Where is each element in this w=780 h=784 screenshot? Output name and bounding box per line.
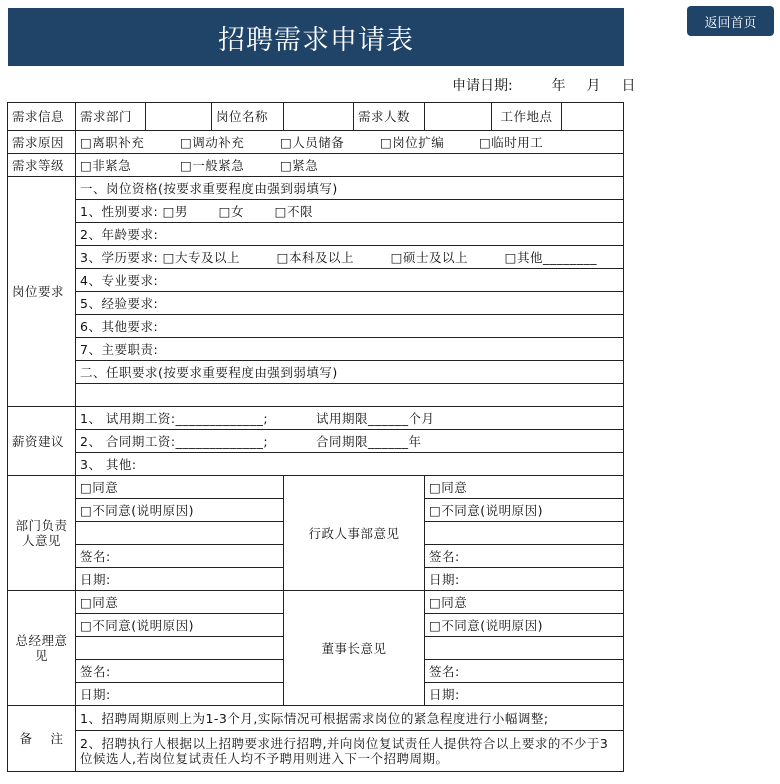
requirements-section2-input[interactable] bbox=[76, 384, 624, 407]
major-requirement[interactable]: 4、专业要求: bbox=[76, 269, 624, 292]
edu-option-master[interactable]: □硕士及以上 bbox=[390, 249, 468, 265]
contract-period: 合同期限______年 bbox=[316, 433, 422, 449]
hr-date[interactable]: 日期: bbox=[425, 568, 624, 591]
reason-option-reserve[interactable]: □人员储备 bbox=[280, 134, 345, 150]
apply-date-label: 申请日期: bbox=[452, 78, 513, 94]
main-duties[interactable]: 7、主要职责: bbox=[76, 338, 624, 361]
gm-disagree[interactable]: □不同意(说明原因) bbox=[76, 614, 284, 637]
row-label-info: 需求信息 bbox=[8, 103, 76, 131]
apply-date-year: 年 bbox=[551, 78, 566, 94]
level-option-urgent[interactable]: □紧急 bbox=[280, 157, 319, 173]
hr-disagree[interactable]: □不同意(说明原因) bbox=[425, 499, 624, 522]
form-title-banner bbox=[8, 8, 624, 66]
note-2: 2、招聘执行人根据以上招聘要求进行招聘,并向岗位复试责任人提供符合以上要求的不少于3位候选人,若岗位复试责任人均不予聘用则进入下一个招聘周期。 bbox=[76, 731, 624, 772]
requirements-section2: 二、任职要求(按要求重要程度由强到弱填写) bbox=[76, 361, 624, 384]
row-label-notes: 备 注 bbox=[8, 706, 76, 772]
salary-other[interactable]: 3、 其他: bbox=[76, 453, 624, 476]
edu-option-other[interactable]: □其他________ bbox=[504, 249, 597, 265]
row-label-requirements: 岗位要求 bbox=[8, 177, 76, 407]
chairman-sign[interactable]: 签名: bbox=[425, 660, 624, 683]
probation-period: 试用期限______个月 bbox=[316, 410, 435, 426]
count-input[interactable] bbox=[425, 103, 492, 131]
reason-option-temporary[interactable]: □临时用工 bbox=[479, 134, 544, 150]
age-requirement[interactable]: 2、年龄要求: bbox=[76, 223, 624, 246]
position-input[interactable] bbox=[284, 103, 354, 131]
gm-opinion-label: 总经理意见 bbox=[8, 591, 76, 706]
hr-agree[interactable]: □同意 bbox=[425, 476, 624, 499]
contract-salary: 2、 合同期工资:_____________; bbox=[80, 433, 269, 449]
location-label: 工作地点 bbox=[492, 103, 562, 131]
other-requirement[interactable]: 6、其他要求: bbox=[76, 315, 624, 338]
requirements-section1: 一、岗位资格(按要求重要程度由强到弱填写) bbox=[76, 177, 624, 200]
reason-option-expand[interactable]: □岗位扩编 bbox=[380, 134, 445, 150]
location-input[interactable] bbox=[562, 103, 624, 131]
reason-options bbox=[76, 131, 624, 154]
apply-date-month: 月 bbox=[586, 78, 601, 94]
form-title: 招聘需求申请表 bbox=[218, 24, 414, 56]
dept-head-agree[interactable]: □同意 bbox=[76, 476, 284, 499]
row-label-reason: 需求原因 bbox=[8, 131, 76, 154]
reason-option-transfer[interactable]: □调动补充 bbox=[180, 134, 245, 150]
level-options bbox=[76, 154, 624, 177]
chairman-disagree[interactable]: □不同意(说明原因) bbox=[425, 614, 624, 637]
hr-sign[interactable]: 签名: bbox=[425, 545, 624, 568]
gender-requirement bbox=[76, 200, 624, 223]
dept-head-reason-input[interactable] bbox=[76, 522, 284, 545]
level-option-normal-urgent[interactable]: □一般紧急 bbox=[180, 157, 245, 173]
dept-head-opinion-label: 部门负责人意见 bbox=[8, 476, 76, 591]
recruitment-form-table bbox=[7, 102, 624, 772]
hr-opinion-label: 行政人事部意见 bbox=[284, 476, 425, 591]
row-label-salary: 薪资建议 bbox=[8, 407, 76, 476]
chairman-date[interactable]: 日期: bbox=[425, 683, 624, 706]
gender-label: 1、性别要求: bbox=[80, 203, 159, 219]
gm-reason-input[interactable] bbox=[76, 637, 284, 660]
education-label: 3、学历要求: bbox=[80, 249, 159, 265]
gm-date[interactable]: 日期: bbox=[76, 683, 284, 706]
dept-head-date[interactable]: 日期: bbox=[76, 568, 284, 591]
gm-agree[interactable]: □同意 bbox=[76, 591, 284, 614]
apply-date-day: 日 bbox=[621, 78, 636, 94]
chairman-opinion-label: 董事长意见 bbox=[284, 591, 425, 706]
education-requirement bbox=[76, 246, 624, 269]
experience-requirement[interactable]: 5、经验要求: bbox=[76, 292, 624, 315]
level-option-non-urgent[interactable]: □非紧急 bbox=[80, 157, 132, 173]
row-label-level: 需求等级 bbox=[8, 154, 76, 177]
gender-option-female[interactable]: □女 bbox=[218, 203, 244, 219]
dept-head-sign[interactable]: 签名: bbox=[76, 545, 284, 568]
back-to-home-button[interactable]: 返回首页 bbox=[687, 6, 774, 36]
position-label: 岗位名称 bbox=[212, 103, 284, 131]
note-1: 1、招聘周期原则上为1-3个月,实际情况可根据需求岗位的紧急程度进行小幅调整; bbox=[76, 706, 624, 731]
dept-head-disagree[interactable]: □不同意(说明原因) bbox=[76, 499, 284, 522]
salary-line-2[interactable] bbox=[76, 430, 624, 453]
probation-salary: 1、 试用期工资:_____________; bbox=[80, 410, 269, 426]
gender-option-any[interactable]: □不限 bbox=[274, 203, 313, 219]
edu-option-bachelor[interactable]: □本科及以上 bbox=[276, 249, 354, 265]
reason-option-resign[interactable]: □离职补充 bbox=[80, 134, 145, 150]
hr-reason-input[interactable] bbox=[425, 522, 624, 545]
chairman-reason-input[interactable] bbox=[425, 637, 624, 660]
dept-input[interactable] bbox=[146, 103, 212, 131]
edu-option-college[interactable]: □大专及以上 bbox=[162, 249, 240, 265]
gender-option-male[interactable]: □男 bbox=[162, 203, 188, 219]
salary-line-1[interactable] bbox=[76, 407, 624, 430]
dept-label: 需求部门 bbox=[76, 103, 146, 131]
chairman-agree[interactable]: □同意 bbox=[425, 591, 624, 614]
gm-sign[interactable]: 签名: bbox=[76, 660, 284, 683]
count-label: 需求人数 bbox=[354, 103, 425, 131]
apply-date bbox=[452, 75, 635, 95]
